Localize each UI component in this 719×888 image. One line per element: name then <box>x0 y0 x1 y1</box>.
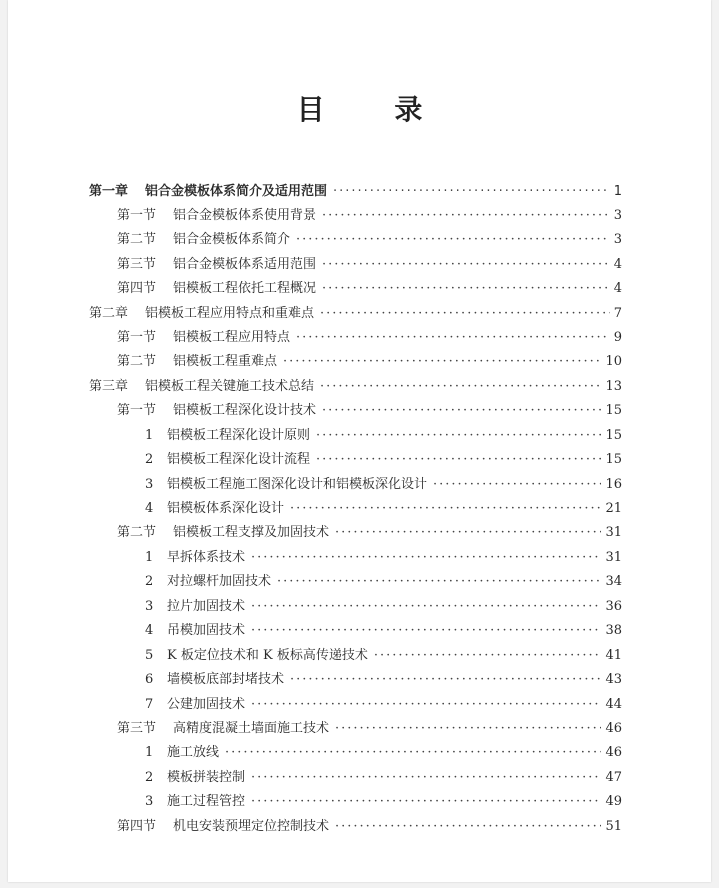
toc-page-number: 41 <box>605 648 622 663</box>
toc-entry-section[interactable] <box>117 253 622 273</box>
toc-leader <box>277 574 601 589</box>
toc-page-number: 3 <box>613 208 622 223</box>
toc-label: 第三节 <box>117 257 157 272</box>
toc-label: 2 <box>145 452 154 467</box>
toc-text: 铝合金模板体系使用背景 <box>173 208 317 223</box>
toc-leader <box>335 721 601 736</box>
toc-label: 第二节 <box>117 232 157 247</box>
toc-entry-chapter[interactable] <box>89 180 622 200</box>
toc-entry-section[interactable] <box>117 521 622 541</box>
toc-label: 第四节 <box>117 281 157 296</box>
toc-text: 拉片加固技术 <box>167 599 246 614</box>
toc-page-number: 51 <box>605 819 622 834</box>
toc-text: 吊模加固技术 <box>167 623 246 638</box>
toc-page-number: 15 <box>605 403 622 418</box>
toc-entry-section[interactable] <box>117 228 622 248</box>
toc-page-number: 13 <box>605 379 622 394</box>
toc-entry-section[interactable] <box>117 204 622 224</box>
toc-leader <box>316 452 601 467</box>
toc-text: 铝合金模板体系适用范围 <box>173 257 317 272</box>
toc-entry-item[interactable] <box>145 497 622 517</box>
toc-entry-item[interactable] <box>145 668 622 688</box>
toc-page-number: 7 <box>613 306 622 321</box>
toc-label: 4 <box>145 623 154 638</box>
toc-entry-section[interactable] <box>117 326 622 346</box>
toc-entry-section[interactable] <box>117 350 622 370</box>
toc-text: 铝模板工程依托工程概况 <box>173 281 317 296</box>
toc-label: 4 <box>145 501 154 516</box>
toc-label: 第一节 <box>117 330 157 345</box>
toc-entry-chapter[interactable] <box>89 375 622 395</box>
toc-label: 第一节 <box>117 208 157 223</box>
toc-text: 机电安装预埋定位控制技术 <box>173 819 330 834</box>
toc-text: 铝模板工程应用特点 <box>173 330 291 345</box>
toc-page-number: 31 <box>605 550 622 565</box>
toc-leader <box>374 648 602 663</box>
toc-leader <box>251 697 601 712</box>
toc-page-number: 10 <box>605 354 622 369</box>
toc-label: 第三章 <box>89 379 129 394</box>
toc-leader <box>296 232 610 247</box>
toc-leader <box>251 623 601 638</box>
toc-entry-item[interactable] <box>145 766 622 786</box>
toc-page-number: 4 <box>613 257 622 272</box>
toc-entry-section[interactable] <box>117 399 622 419</box>
toc-label: 1 <box>145 745 154 760</box>
toc-leader <box>251 599 601 614</box>
toc-label: 3 <box>145 794 154 809</box>
toc-label: 第二节 <box>117 525 157 540</box>
toc-leader <box>335 819 601 834</box>
toc-text: 施工过程管控 <box>167 794 246 809</box>
toc-text: 高精度混凝土墙面施工技术 <box>173 721 330 736</box>
toc-page-number: 16 <box>605 477 622 492</box>
toc-entry-item[interactable] <box>145 448 622 468</box>
toc-label: 第三节 <box>117 721 157 736</box>
toc-leader <box>283 354 601 369</box>
toc-label: 第四节 <box>117 819 157 834</box>
toc-label: 2 <box>145 574 154 589</box>
toc-entry-item[interactable] <box>145 693 622 713</box>
toc-leader <box>251 794 601 809</box>
toc-page-number: 46 <box>605 721 622 736</box>
toc-entry-item[interactable] <box>145 473 622 493</box>
toc-text: 铝模板工程重难点 <box>173 354 278 369</box>
toc-text: 施工放线 <box>167 745 220 760</box>
toc-leader <box>296 330 610 345</box>
toc-page-number: 15 <box>605 452 622 467</box>
toc-label: 1 <box>145 428 154 443</box>
toc-leader <box>320 306 610 321</box>
toc-text: 铝模板体系深化设计 <box>167 501 285 516</box>
toc-label: 第二节 <box>117 354 157 369</box>
toc-entry-item[interactable] <box>145 790 622 810</box>
toc-entry-item[interactable] <box>145 595 622 615</box>
toc-label: 第二章 <box>89 306 129 321</box>
toc-leader <box>433 477 601 492</box>
toc-entry-section[interactable] <box>117 815 622 835</box>
toc-label: 7 <box>145 697 154 712</box>
toc-text: 铝模板工程深化设计流程 <box>167 452 311 467</box>
toc-entry-item[interactable] <box>145 644 622 664</box>
toc-page-number: 4 <box>613 281 622 296</box>
toc-page-number: 21 <box>605 501 622 516</box>
toc-leader <box>225 745 601 760</box>
toc-page-number: 46 <box>605 745 622 760</box>
toc-text: K 板定位技术和 K 板标高传递技术 <box>167 648 368 663</box>
toc-leader <box>322 257 610 272</box>
toc-label: 6 <box>145 672 154 687</box>
toc-text: 公建加固技术 <box>167 697 246 712</box>
toc-text: 铝模板工程深化设计技术 <box>173 403 317 418</box>
toc-leader <box>322 281 610 296</box>
toc-entry-item[interactable] <box>145 570 622 590</box>
toc-entry-item[interactable] <box>145 546 622 566</box>
toc-text: 铝模板工程关键施工技术总结 <box>145 379 315 394</box>
toc-entry-item[interactable] <box>145 424 622 444</box>
toc-text: 铝模板工程施工图深化设计和铝模板深化设计 <box>167 477 428 492</box>
toc-text: 墙模板底部封堵技术 <box>167 672 285 687</box>
toc-label: 3 <box>145 477 154 492</box>
toc-page-number: 3 <box>613 232 622 247</box>
toc-entry-section[interactable] <box>117 717 622 737</box>
toc-page-number: 31 <box>605 525 622 540</box>
toc-page-number: 47 <box>605 770 622 785</box>
toc-page-number: 34 <box>605 574 622 589</box>
toc-page-number: 49 <box>605 794 622 809</box>
toc-leader <box>290 672 601 687</box>
toc-leader <box>251 550 601 565</box>
toc-entry-item[interactable] <box>145 619 622 639</box>
toc-page-number: 15 <box>605 428 622 443</box>
toc-leader <box>316 428 601 443</box>
toc-text: 铝模板工程支撑及加固技术 <box>173 525 330 540</box>
toc-leader <box>322 208 610 223</box>
toc-page-number: 9 <box>613 330 622 345</box>
toc-label: 第一节 <box>117 403 157 418</box>
toc-label: 第一章 <box>89 184 129 199</box>
toc-leader <box>320 379 601 394</box>
toc-leader <box>251 770 601 785</box>
toc-leader <box>335 525 601 540</box>
toc-page-number: 36 <box>605 599 622 614</box>
toc-entry-chapter[interactable] <box>89 302 622 322</box>
page-title: 目 录 <box>296 93 453 126</box>
toc-text: 铝模板工程应用特点和重难点 <box>145 306 315 321</box>
toc-page-number: 43 <box>605 672 622 687</box>
toc-text: 模板拼装控制 <box>167 770 246 785</box>
toc-label: 1 <box>145 550 154 565</box>
toc-text: 铝合金模板体系简介及适用范围 <box>145 184 328 199</box>
toc-text: 对拉螺杆加固技术 <box>167 574 272 589</box>
toc-text: 铝合金模板体系简介 <box>173 232 291 247</box>
toc-leader <box>333 184 610 199</box>
toc-label: 2 <box>145 770 154 785</box>
toc-label: 5 <box>145 648 154 663</box>
toc-label: 3 <box>145 599 154 614</box>
toc-entry-section[interactable] <box>117 277 622 297</box>
toc-entry-item[interactable] <box>145 741 622 761</box>
toc-text: 铝模板工程深化设计原则 <box>167 428 311 443</box>
toc-text: 早拆体系技术 <box>167 550 246 565</box>
toc-page-number: 44 <box>605 697 622 712</box>
toc-leader <box>322 403 601 418</box>
toc-page-number: 1 <box>613 184 622 199</box>
toc-page-number: 38 <box>605 623 622 638</box>
toc-leader <box>290 501 601 516</box>
